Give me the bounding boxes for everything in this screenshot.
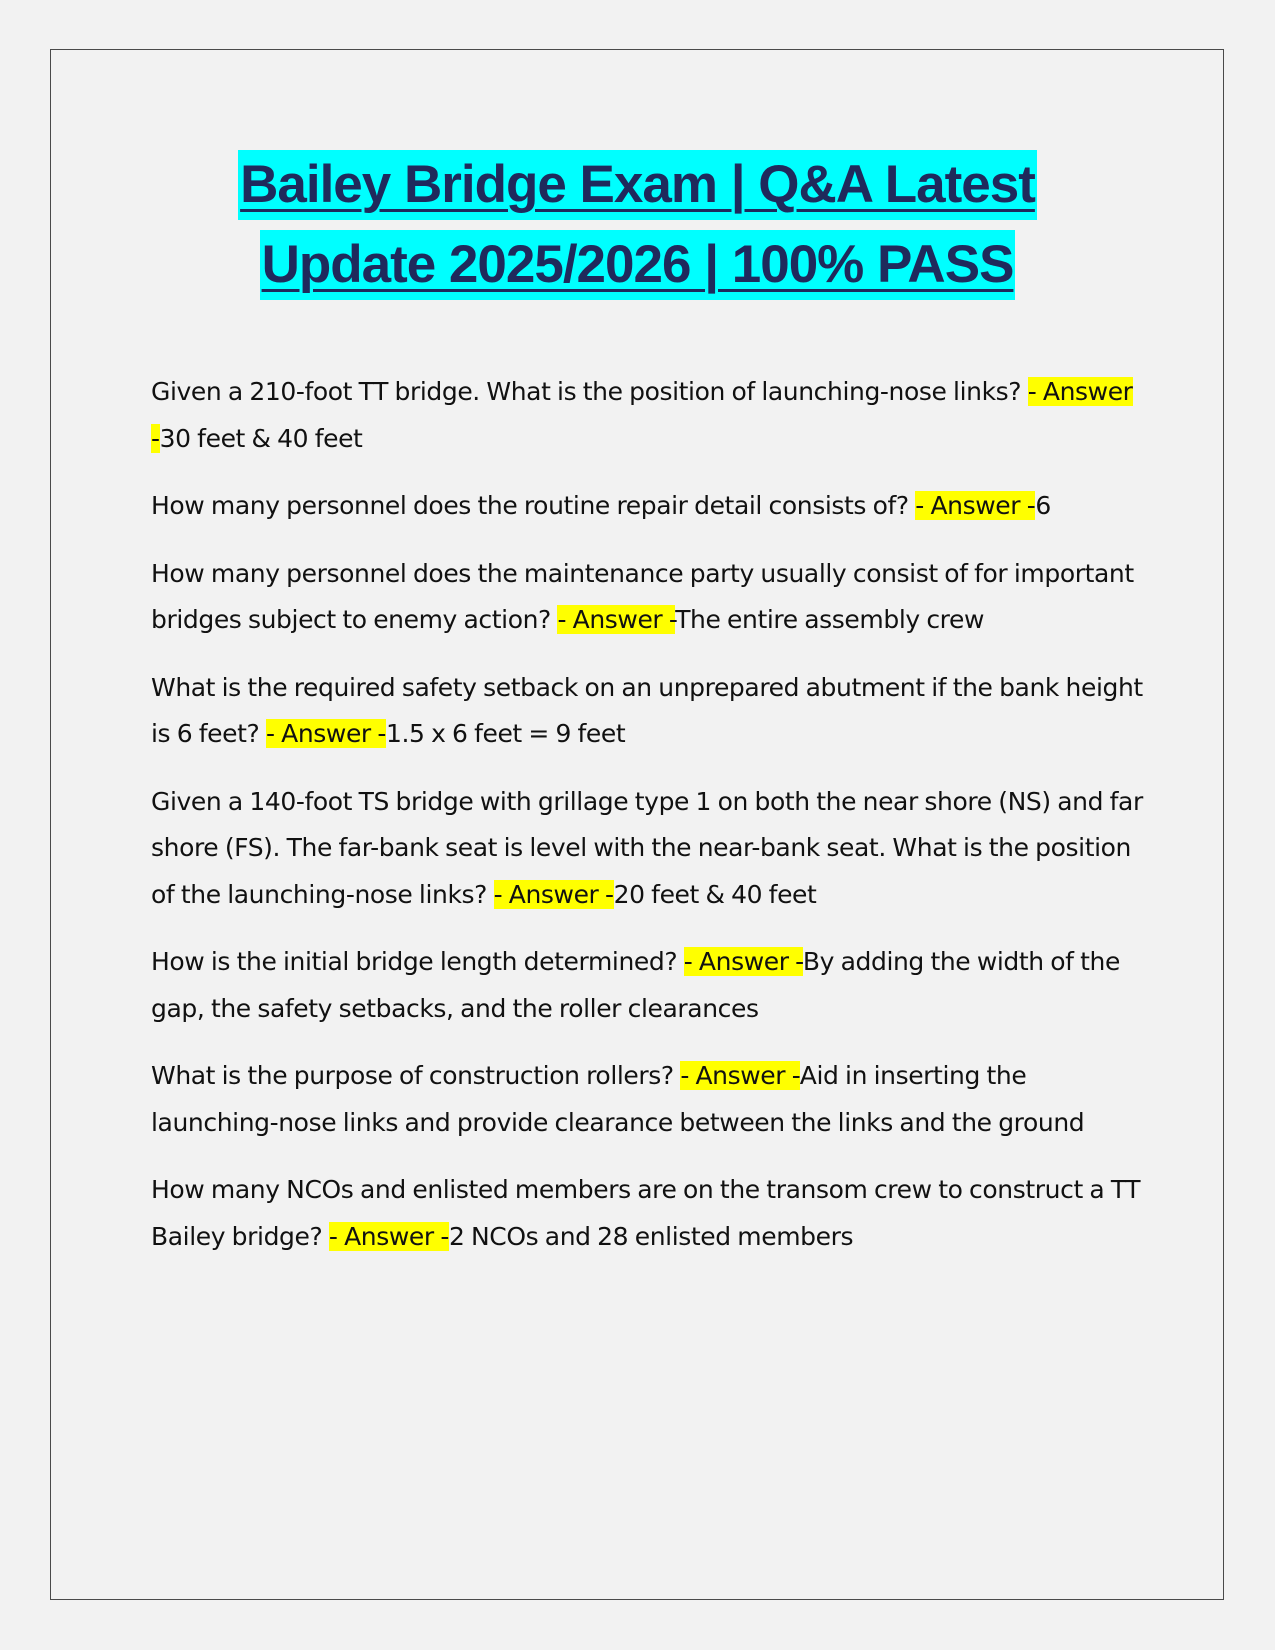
answer-marker: - Answer - [680, 1061, 800, 1090]
question-text: How many NCOs and enlisted members are on the transom crew to construct a TT Bailey bridge? [151, 1175, 1141, 1251]
answer-marker: - Answer - [683, 947, 803, 976]
qa-item [151, 939, 1151, 1032]
answer-marker: - Answer - [328, 1221, 449, 1251]
qa-item [151, 483, 1151, 530]
answer-text: 2 NCOs and 28 enlisted members [448, 1221, 854, 1251]
question-text: Given a 140-foot TS bridge with grillage type 1 on both the near shore (NS) and far shore (FS). The far-bank seat is level with the near-bank seat. What is the position of the launching-nose links? [151, 786, 1143, 909]
answer-marker: - Answer - [915, 491, 1036, 520]
answer-text: 20 feet & 40 feet [613, 879, 817, 909]
answer-text: 1.5 x 6 feet = 9 feet [385, 719, 626, 748]
question-text: What is the purpose of construction rollers? [151, 1061, 681, 1090]
answer-text: 30 feet & 40 feet [159, 423, 363, 453]
qa-item [151, 551, 1151, 644]
qa-item [151, 665, 1151, 758]
qa-item [151, 779, 1151, 919]
question-text: How many personnel does the maintenance party usually consist of for important bridges subject to enemy action? [151, 558, 1134, 634]
question-text: How many personnel does the routine repair detail consists of? [151, 491, 916, 520]
answer-marker: - Answer - [493, 879, 614, 909]
document-title [0, 150, 1275, 310]
qa-list [151, 369, 1151, 1281]
question-text: Given a 210-foot TT bridge. What is the position of launching-nose links? [151, 377, 1028, 406]
answer-marker: - Answer - [151, 377, 1133, 453]
qa-item [151, 1053, 1151, 1146]
title-line-1: Bailey Bridge Exam | Q&A Latest [238, 150, 1037, 220]
qa-item [151, 1167, 1151, 1260]
answer-text: By adding the width of the gap, the safety setbacks, and the roller clearances [151, 947, 1120, 1023]
answer-text: Aid in inserting the launching-nose links and provide clearance between the links and the ground [151, 1061, 1085, 1137]
qa-item [151, 369, 1151, 462]
title-line-2: Update 2025/2026 | 100% PASS [260, 230, 1016, 300]
question-text: How is the initial bridge length determined? [151, 947, 684, 976]
answer-marker: - Answer - [557, 605, 676, 634]
answer-text: The entire assembly crew [675, 605, 985, 634]
question-text: What is the required safety setback on an unprepared abutment if the bank height is 6 feet? [151, 672, 1143, 748]
answer-marker: - Answer - [265, 719, 386, 748]
answer-text: 6 [1035, 491, 1051, 520]
